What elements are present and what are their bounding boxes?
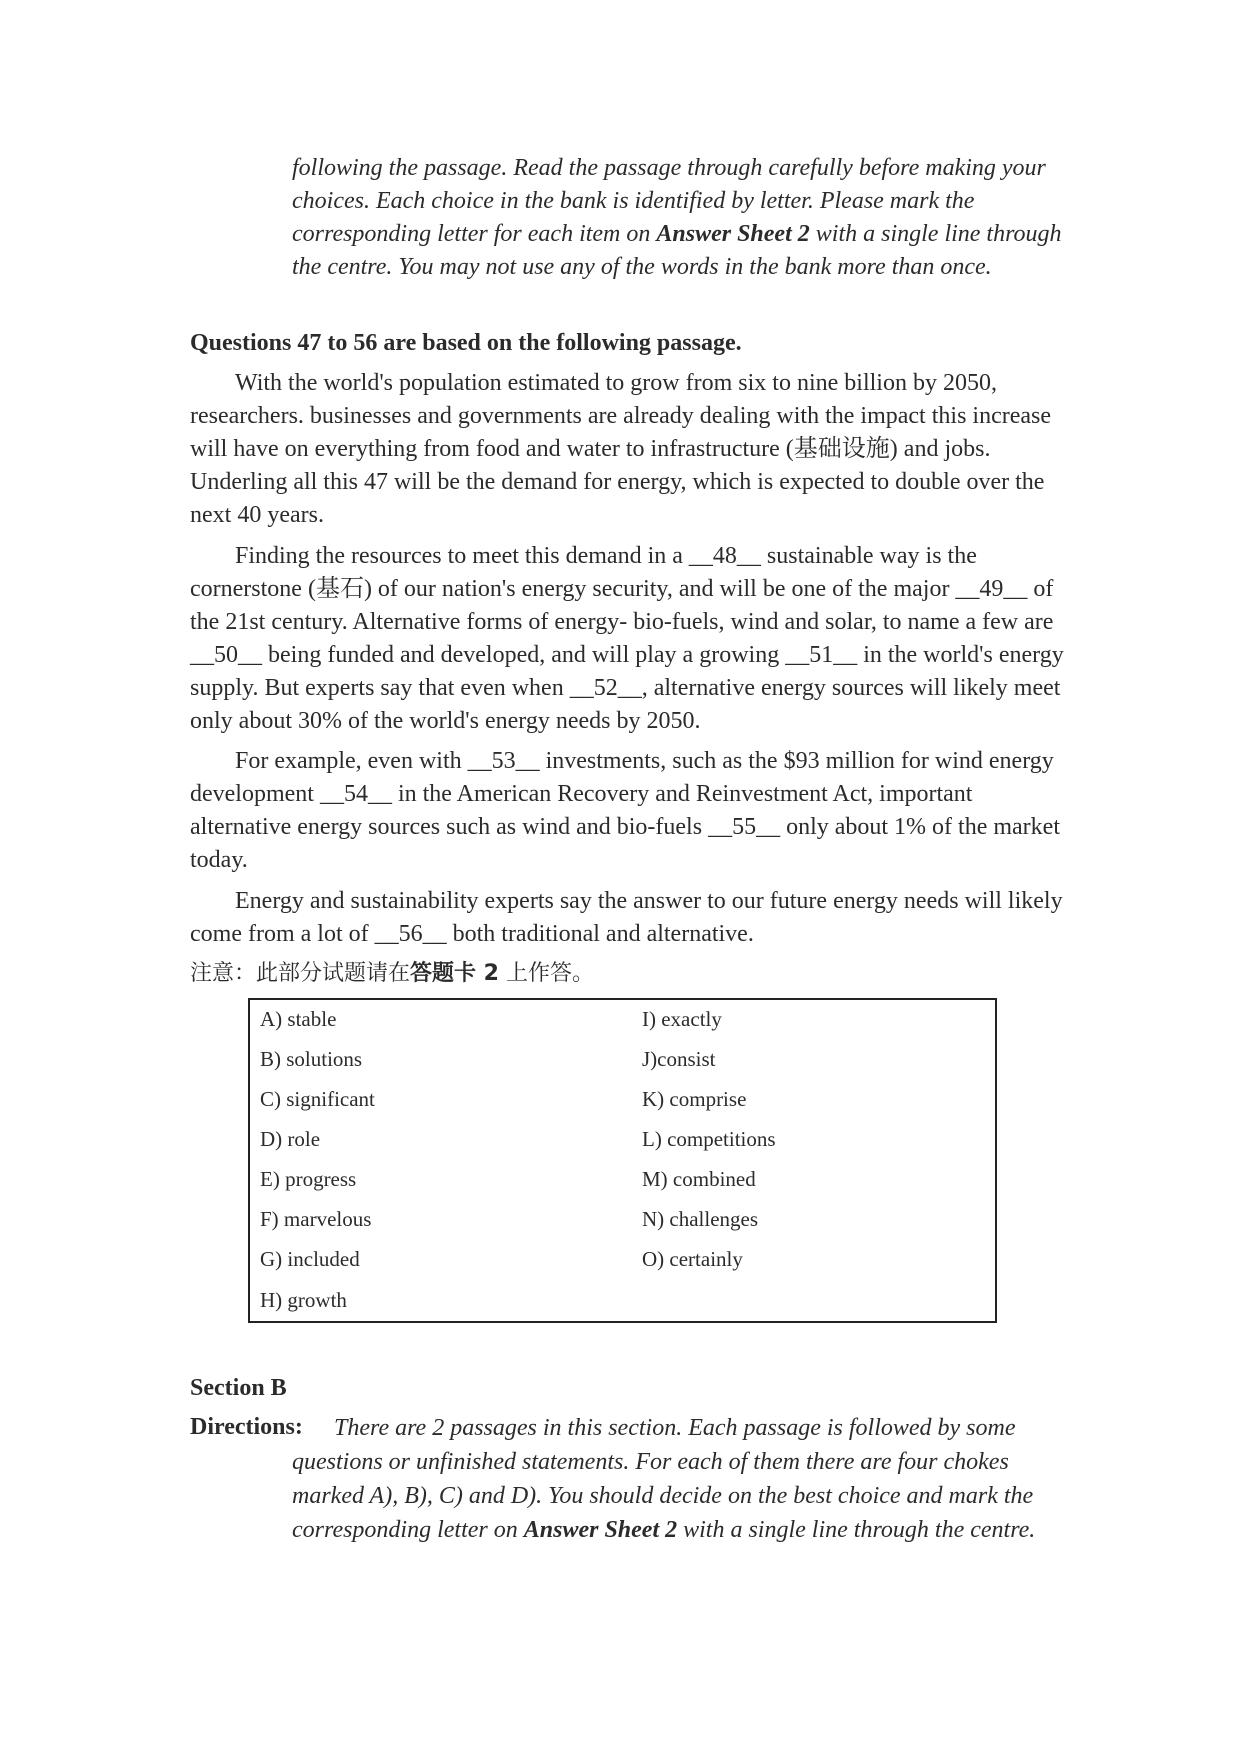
section-b-text-b: with a single line through the centre. xyxy=(677,1517,1036,1543)
word-bank-item: F) marvelous xyxy=(260,1207,372,1231)
note-suffix: 上作答。 xyxy=(498,961,594,986)
directions-text-a: following the passage. Read the passage through carefully before making your choices. Each choice in the bank is identified by letter. Please mark the corresponding letter for each item on xyxy=(292,155,1046,247)
word-bank-item: I) exactly xyxy=(642,1007,722,1031)
word-bank-item: G) included xyxy=(260,1247,360,1271)
word-bank-item: E) progress xyxy=(260,1167,357,1191)
passage-paragraph-1: With the world's population estimated to grow from six to nine billion by 2050, researchers. businesses and governments are already dealing with the impact this increase will have on everything from food and water to infrastructure (基础设施) and jobs. Underling all this 47 will be the demand for energy, which is expected to double over the next 40 years. xyxy=(190,370,1052,528)
word-bank-item: O) certainly xyxy=(642,1247,743,1271)
passage-paragraph-2: Finding the resources to meet this demand in a __48__ sustainable way is the cornerstone (基石) of our nation's energy security, and will be one of the major __49__ of the 21st century. Alternative forms of energy- bio-fuels, wind and solar, to name a few are __50__ being funded and developed, and will play a growing __51__ in the world's energy supply. But experts say that even when __52__, alternative energy sources will likely meet only about 30% of the world's energy needs by 2050. xyxy=(190,543,1064,734)
section-b-answer-sheet-bold: Answer Sheet 2 xyxy=(523,1517,678,1543)
chinese-note xyxy=(190,957,594,990)
word-bank-item: L) competitions xyxy=(642,1127,776,1151)
word-bank-box xyxy=(248,998,997,1323)
word-bank-item: N) challenges xyxy=(642,1207,759,1231)
passage-paragraph-3: For example, even with __53__ investments, such as the $93 million for wind energy development __54__ in the American Recovery and Reinvestment Act, important alternative energy sources such as wind and bio-fuels __55__ only about 1% of the market today. xyxy=(190,748,1060,873)
directions-continuation xyxy=(292,152,1064,284)
directions-label: Directions: xyxy=(190,1414,303,1440)
word-bank-item: J)consist xyxy=(642,1047,716,1071)
word-bank-item: B) solutions xyxy=(260,1047,363,1071)
word-bank-item: D) role xyxy=(260,1127,321,1151)
word-bank-item: A) stable xyxy=(260,1007,337,1031)
section-b-title: Section B xyxy=(190,1375,287,1401)
section-b-directions xyxy=(292,1411,1064,1547)
note-bold: 答题卡 2 xyxy=(410,961,499,986)
note-prefix: 注意：此部分试题请在 xyxy=(190,961,411,986)
word-bank-item: M) combined xyxy=(642,1167,756,1191)
word-bank-item: C) significant xyxy=(260,1087,375,1111)
passage-paragraph-4: Energy and sustainability experts say the answer to our future energy needs will likely come from a lot of __56__ both traditional and alternative. xyxy=(190,888,1063,947)
directions-text-b: with a single line through the centre. You may not use any of the words in the bank more than once. xyxy=(292,221,1062,280)
section-b-text-a: There are 2 passages in this section. Each passage is followed by some questions or unfinished statements. For each of them there are four chokes marked A), B), C) and D). You should decide on the best choice and mark the corresponding letter on xyxy=(292,1415,1034,1543)
answer-sheet-bold: Answer Sheet 2 xyxy=(656,221,810,247)
word-bank-item: H) growth xyxy=(260,1288,347,1312)
questions-heading: Questions 47 to 56 are based on the following passage. xyxy=(190,330,742,356)
word-bank-item: K) comprise xyxy=(642,1087,747,1111)
